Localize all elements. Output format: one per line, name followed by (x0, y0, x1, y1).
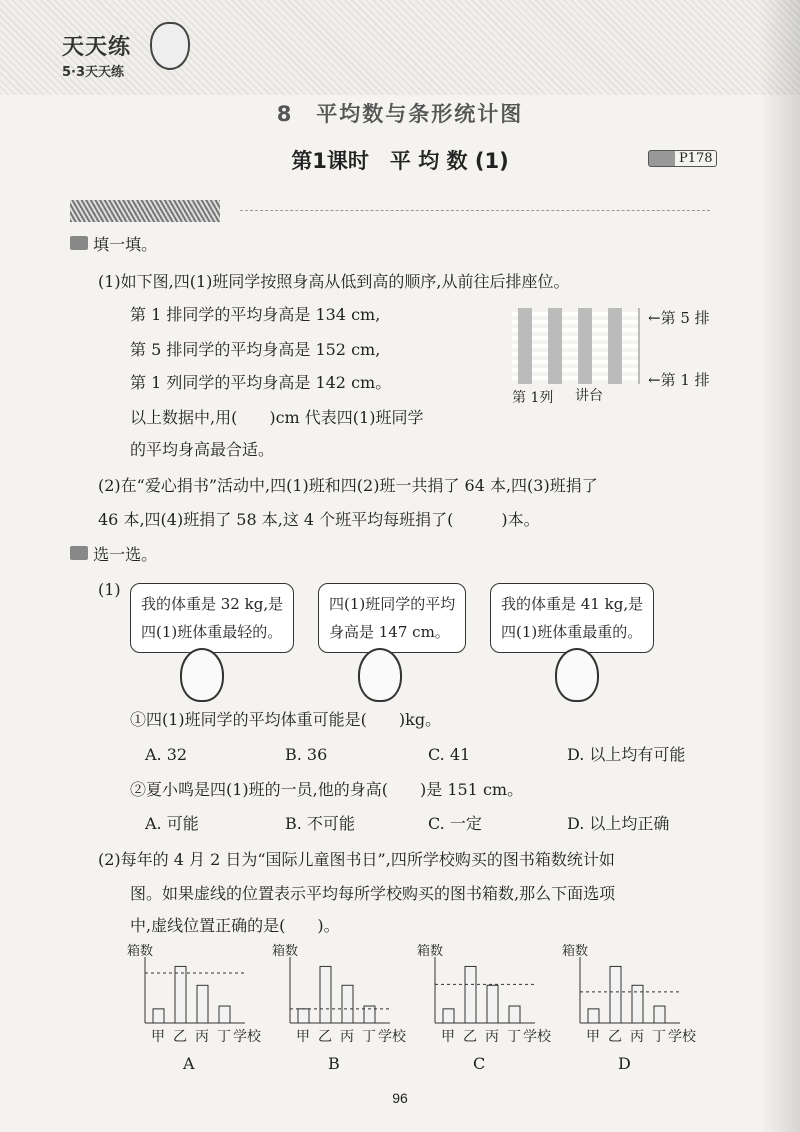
s2-q1-num: (1) (98, 580, 121, 599)
x-axis-label: 学校 (668, 1029, 696, 1045)
bar-乙 (320, 966, 331, 1023)
tick-label: 丁 (652, 1029, 666, 1045)
bar-丁 (219, 1006, 230, 1023)
mascot-icon (150, 22, 190, 70)
page-number: 96 (392, 1090, 408, 1106)
x-axis-label: 学校 (523, 1029, 551, 1045)
s2-q1-sub2-option-c[interactable]: C. 一定 (428, 814, 482, 833)
q2-line-2: 46 本,四(4)班捐了 58 本,这 4 个班平均每班捐了( )本。 (98, 510, 540, 529)
s2-q1-sub2-option-d[interactable]: D. 以上均正确 (567, 814, 670, 833)
speech-bubble-1: 我的体重是 32 kg,是 四(1)班体重最轻的。 (130, 583, 294, 653)
s2-q1-sub2-option-a[interactable]: A. 可能 (145, 814, 199, 833)
bar-丙 (487, 985, 498, 1023)
tick-label: 乙 (318, 1029, 332, 1045)
q1-line-1: 第 1 排同学的平均身高是 134 cm, (130, 305, 381, 324)
lesson-title: 第1课时 平 均 数 (1) (291, 149, 509, 173)
tick-label: 丁 (362, 1029, 376, 1045)
tick-label: 甲 (441, 1029, 455, 1045)
tick-label: 乙 (173, 1029, 187, 1045)
q1-line-2: 第 5 排同学的平均身高是 152 cm, (130, 340, 381, 359)
tick-label: 丙 (485, 1029, 499, 1045)
s2-q2-line-1: (2)每年的 4 月 2 日为“国际儿童图书日”,四所学校购买的图书箱数统计如 (98, 850, 615, 869)
girl-icon (180, 648, 224, 702)
seating-diagram (512, 308, 640, 384)
row5-label: ←第 5 排 (648, 309, 710, 327)
tick-label: 乙 (608, 1029, 622, 1045)
s2-q2-line-2: 图。如果虚线的位置表示平均每所学校购买的图书箱数,那么下面选项 (130, 884, 616, 903)
bar-甲 (588, 1009, 599, 1023)
y-axis-label: 箱数 (272, 944, 299, 959)
bar-丙 (197, 985, 208, 1023)
s2-q1-sub1-option-b[interactable]: B. 36 (285, 745, 328, 764)
bar-乙 (465, 966, 476, 1023)
y-axis-label: 箱数 (127, 944, 154, 959)
chart-d[interactable] (560, 945, 710, 1079)
bar-甲 (443, 1009, 454, 1023)
section-banner (70, 200, 220, 222)
tick-label: 乙 (463, 1029, 477, 1045)
s2-q1-sub1-option-d[interactable]: D. 以上均有可能 (567, 745, 686, 764)
bar-甲 (153, 1009, 164, 1023)
y-axis-label: 箱数 (417, 944, 444, 959)
page-reference: P178 (648, 150, 717, 167)
bar-乙 (175, 966, 186, 1023)
chart-a[interactable] (125, 945, 275, 1079)
option-label: A (183, 1054, 195, 1073)
chapter-title: 8 平均数与条形统计图 (276, 102, 524, 126)
section1-heading: 填一填。 (70, 235, 157, 255)
s2-q2-line-3: 中,虚线位置正确的是( )。 (130, 916, 340, 935)
s2-q1-sub2: ②夏小鸣是四(1)班的一员,他的身高( )是 151 cm。 (130, 780, 524, 799)
tick-label: 丁 (507, 1029, 521, 1045)
bar-丁 (654, 1006, 665, 1023)
x-axis-label: 学校 (233, 1029, 261, 1045)
x-axis-label: 学校 (378, 1029, 406, 1045)
tick-label: 丁 (217, 1029, 231, 1045)
section2-heading: 选一选。 (70, 545, 157, 565)
option-label: C (473, 1054, 486, 1073)
chart-c[interactable] (415, 945, 565, 1079)
brand-subtitle: 5·3天天练 (62, 65, 125, 80)
q1-line-3: 第 1 列同学的平均身高是 142 cm。 (130, 373, 392, 392)
tick-label: 丙 (195, 1029, 209, 1045)
option-label: D (618, 1054, 631, 1073)
q1-line-5: 的平均身高最合适。 (130, 440, 275, 459)
q1-line-4: 以上数据中,用( )cm 代表四(1)班同学 (130, 408, 424, 427)
bar-丙 (632, 985, 643, 1023)
row1-label: ←第 1 排 (648, 371, 710, 389)
tick-label: 丙 (630, 1029, 644, 1045)
boy-icon (555, 648, 599, 702)
bar-甲 (298, 1009, 309, 1023)
pencil-icon (70, 546, 88, 560)
tick-label: 甲 (586, 1029, 600, 1045)
bar-丁 (509, 1006, 520, 1023)
bar-丙 (342, 985, 353, 1023)
boy-cap-icon (358, 648, 402, 702)
q1-intro: (1)如下图,四(1)班同学按照身高从低到高的顺序,从前往后排座位。 (98, 272, 570, 291)
section-divider (240, 210, 710, 211)
option-label: B (328, 1054, 340, 1073)
pencil-icon (70, 236, 88, 250)
speech-bubble-3: 我的体重是 41 kg,是 四(1)班体重最重的。 (490, 583, 654, 653)
brand-title: 天天练 (62, 35, 132, 60)
tick-label: 甲 (151, 1029, 165, 1045)
s2-q1-sub2-option-b[interactable]: B. 不可能 (285, 814, 355, 833)
chart-b[interactable] (270, 945, 420, 1079)
bar-乙 (610, 966, 621, 1023)
s2-q1-sub1-option-a[interactable]: A. 32 (145, 745, 188, 764)
brand-logo (62, 30, 131, 80)
podium-label: 讲台 (575, 388, 603, 404)
col1-label: 第 1列 (512, 390, 554, 406)
s2-q1-sub1: ①四(1)班同学的平均体重可能是( )kg。 (130, 710, 442, 729)
tick-label: 丙 (340, 1029, 354, 1045)
tick-label: 甲 (296, 1029, 310, 1045)
speech-bubble-2: 四(1)班同学的平均 身高是 147 cm。 (318, 583, 466, 653)
y-axis-label: 箱数 (562, 944, 589, 959)
s2-q1-sub1-option-c[interactable]: C. 41 (428, 745, 471, 764)
q2-line-1: (2)在“爱心捐书”活动中,四(1)班和四(2)班一共捐了 64 本,四(3)班捐了 (98, 476, 598, 495)
